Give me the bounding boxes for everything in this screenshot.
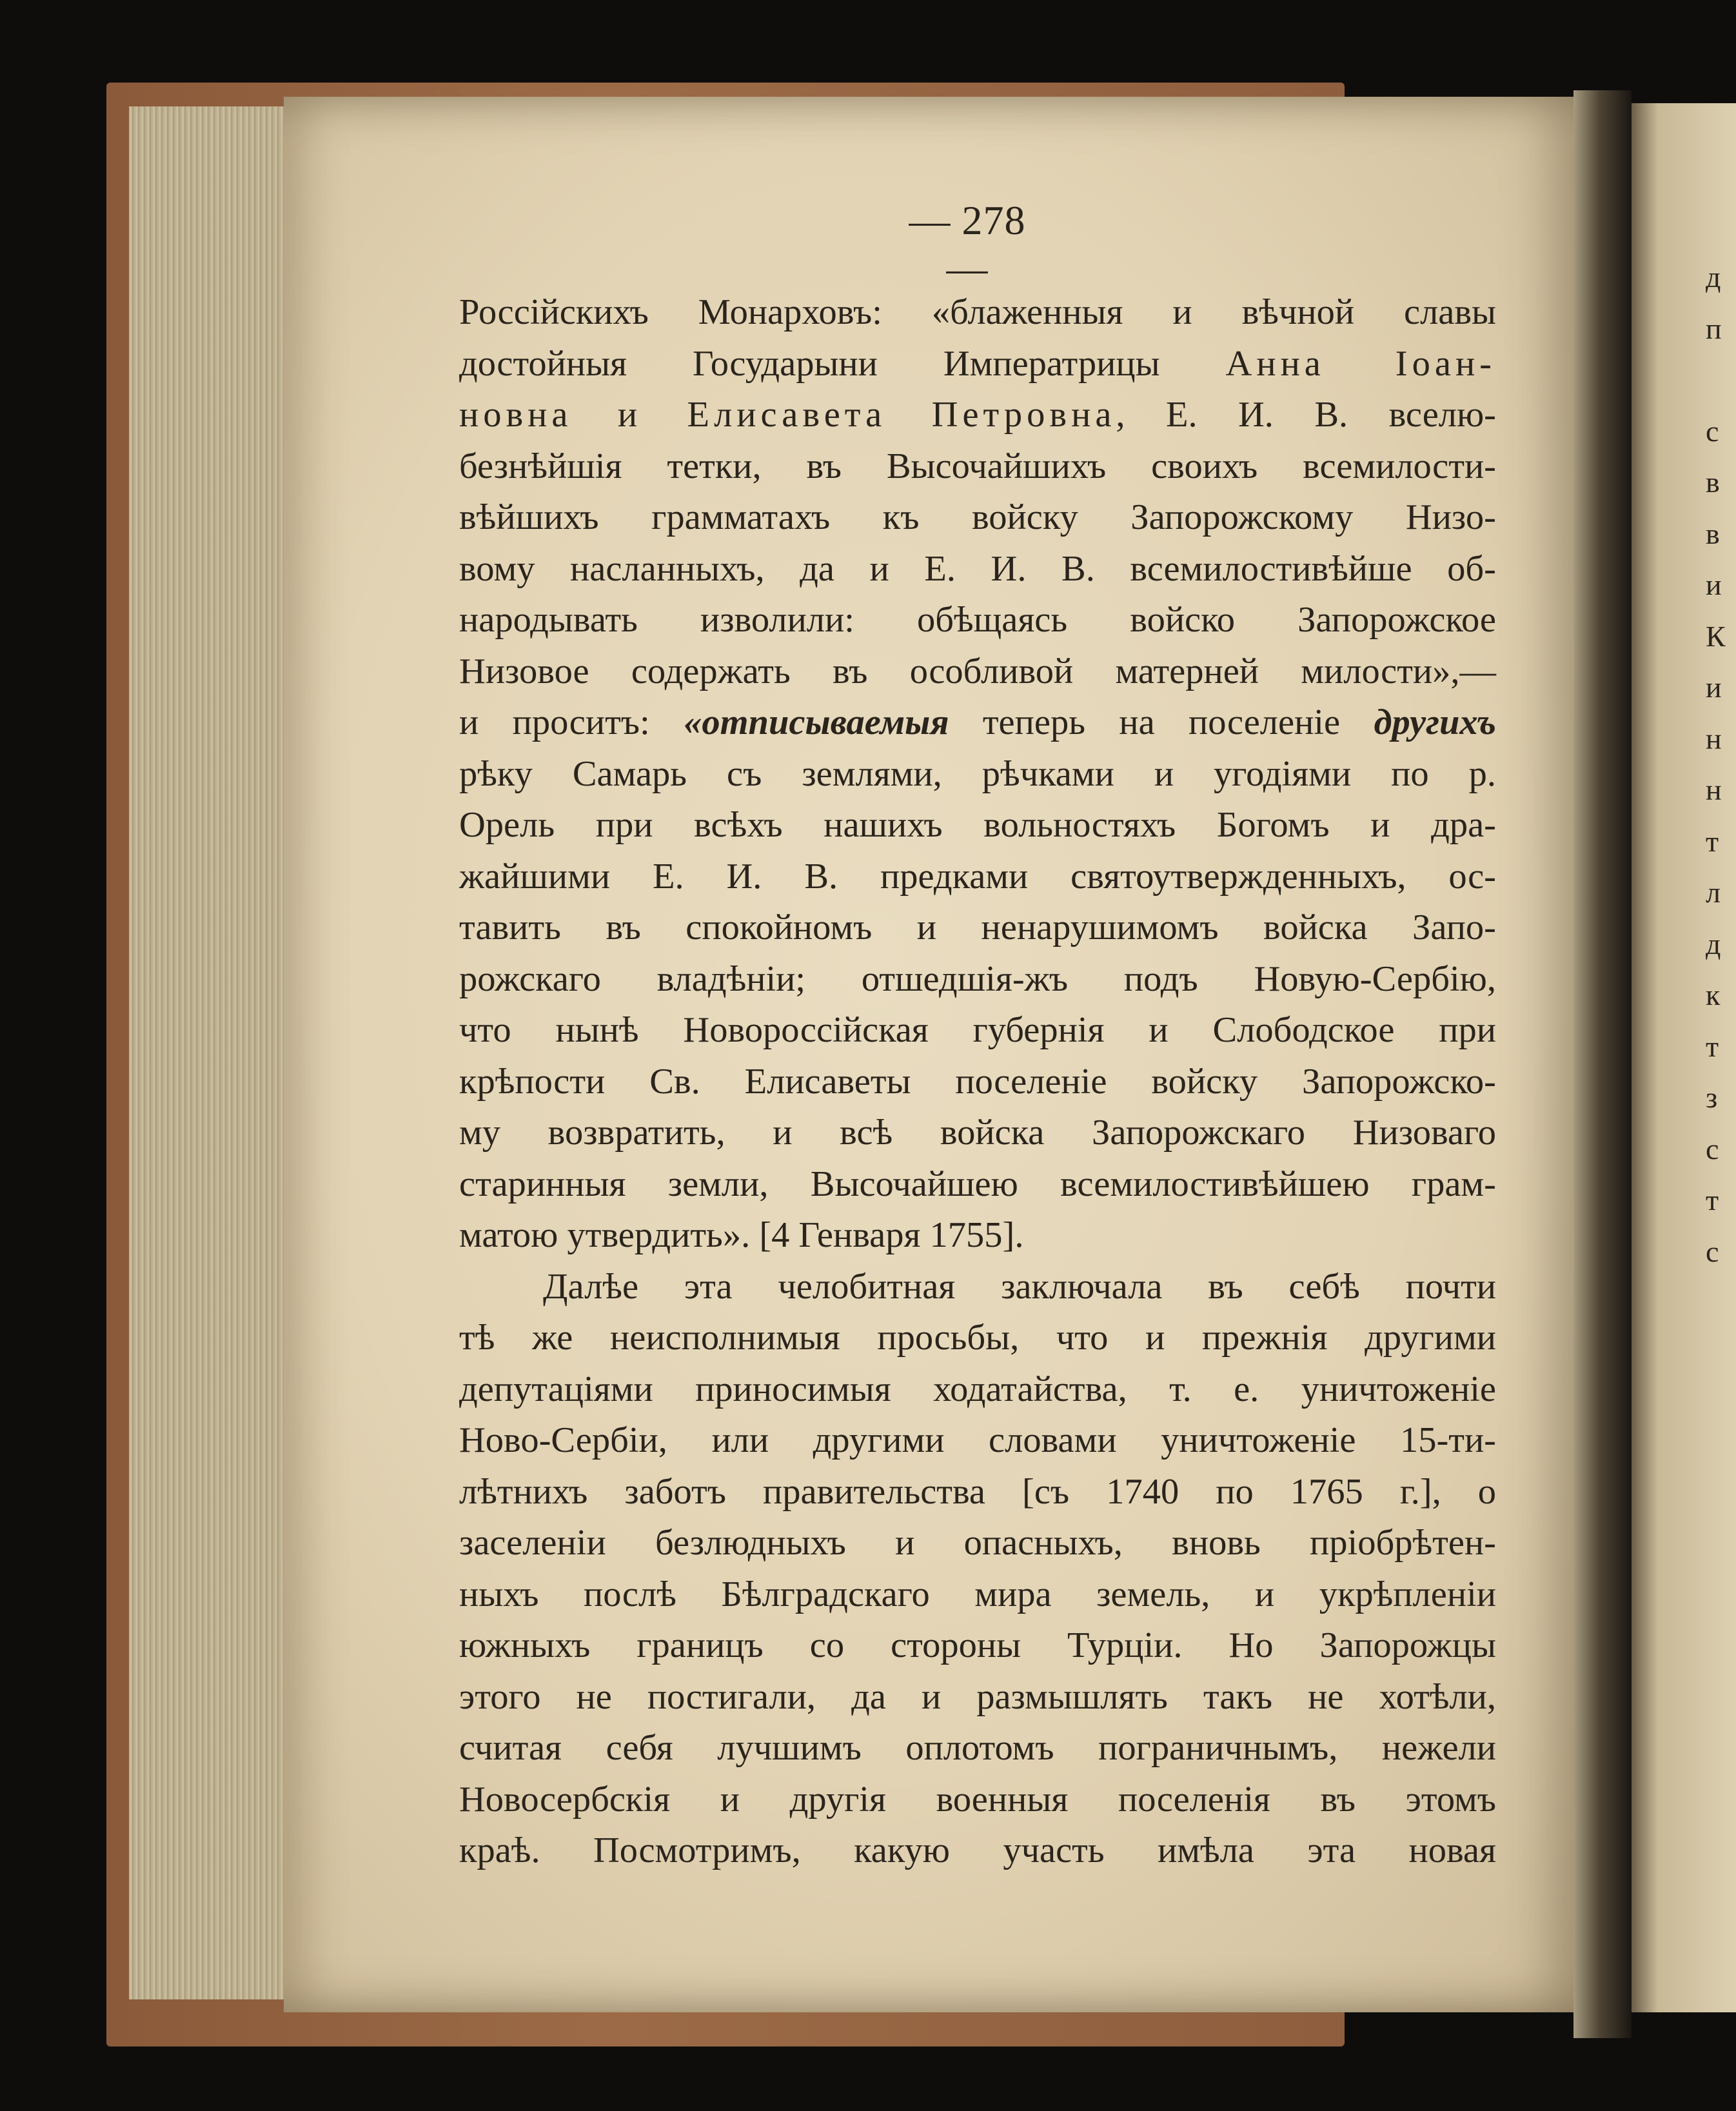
- facing-page-letter: д: [1706, 261, 1721, 293]
- text-line: народывать изволили: обѣщаясь войско Запорожское: [459, 600, 1496, 640]
- text-line: тѣ же неисполнимыя просьбы, что и прежнія другими: [459, 1318, 1496, 1358]
- facing-page-letter: т: [1706, 1029, 1719, 1063]
- text-line: вѣйшихъ грамматахъ къ войску Запорожскому Низо-: [459, 497, 1496, 537]
- text-line: жайшими Е. И. В. предками святоутвержденныхъ, ос-: [459, 856, 1496, 897]
- text-line: депутаціями приносимыя ходатайства, т. е. уничтоженіе: [459, 1369, 1496, 1409]
- facing-page-letter: с: [1706, 1132, 1719, 1165]
- facing-page-letter: п: [1706, 312, 1722, 345]
- facing-page-letter: к: [1706, 978, 1721, 1011]
- text-line: рожскаго владѣніи; отшедшія-жъ подъ Новую-Сербію,: [459, 958, 1496, 999]
- book-gutter: [1573, 90, 1632, 2038]
- facing-page-letter: л: [1706, 876, 1721, 909]
- facing-page-letter: и: [1706, 671, 1722, 704]
- text-line: южныхъ границъ со стороны Турціи. Но Запорожцы: [459, 1625, 1496, 1665]
- text-line: Орель при всѣхъ нашихъ вольностяхъ Богомъ и дра-: [459, 805, 1496, 845]
- text-line: Далѣе эта челобитная заключала въ себѣ почти: [543, 1266, 1496, 1307]
- text-line: рѣку Самарь съ землями, рѣчками и угодіями по р.: [459, 753, 1496, 794]
- text-line: этого не постигали, да и размышлять такъ не хотѣли,: [459, 1676, 1496, 1717]
- text-line: тавить въ спокойномъ и ненарушимомъ войска Запо-: [459, 907, 1496, 947]
- facing-page-letter: т: [1706, 1184, 1719, 1216]
- facing-page-letter: [1706, 354, 1736, 406]
- text-line: вому насланныхъ, да и Е. И. В. всемилостивѣйше об-: [459, 548, 1496, 589]
- text-line: Низовое содержать въ особливой матерней милости»,—: [459, 651, 1496, 691]
- text-line: Новосербскія и другія военныя поселенія въ этомъ: [459, 1779, 1496, 1819]
- facing-page-letter: с: [1706, 414, 1719, 448]
- text-line: что нынѣ Новороссійская губернія и Слободское при: [459, 1010, 1496, 1050]
- facing-page-letter: д: [1706, 927, 1721, 960]
- text-line: му возвратить, и всѣ войска Запорожскаго Низоваго: [459, 1113, 1496, 1153]
- facing-page-letter: т: [1706, 824, 1719, 858]
- facing-page-letter: в: [1706, 466, 1720, 499]
- text-line: достойныя Государыни Императрицы Анна Іоан-: [459, 343, 1496, 384]
- text-line: крѣпости Св. Елисаветы поселеніе войску Запорожско-: [459, 1061, 1496, 1102]
- facing-page-letter: в: [1706, 517, 1720, 550]
- text-line: новна и Елисавета Петровна, Е. И. В. вселю-: [459, 395, 1496, 435]
- facing-page-letter: с: [1706, 1234, 1719, 1268]
- text-line: ныхъ послѣ Бѣлградскаго мира земель, и укрѣпленіи: [459, 1574, 1496, 1614]
- text-line: матою утвердить». [4 Генваря 1755].: [459, 1215, 1024, 1255]
- facing-page-letter: К: [1706, 619, 1726, 653]
- text-line: Россійскихъ Монарховъ: «блаженныя и вѣчной славы: [459, 292, 1496, 332]
- body-text: [459, 287, 1496, 1877]
- text-line: Ново-Сербіи, или другими словами уничтоженіе 15-ти-: [459, 1420, 1496, 1460]
- page-edges: [129, 106, 310, 1999]
- facing-page-fragments: [1706, 252, 1736, 1277]
- facing-page-letter: з: [1706, 1081, 1718, 1114]
- page-number: — 278 —: [909, 197, 1026, 291]
- facing-page-letter: н: [1706, 773, 1722, 806]
- text-line: лѣтнихъ заботъ правительства [съ 1740 по 1765 г.], о: [459, 1471, 1496, 1512]
- text-line: краѣ. Посмотримъ, какую участь имѣла эта новая: [459, 1830, 1496, 1870]
- text-line: и проситъ: «отписываемыя теперь на поселеніе другихъ: [459, 702, 1496, 742]
- facing-page-letter: н: [1706, 722, 1722, 755]
- text-line: безнѣйшія тетки, въ Высочайшихъ своихъ всемилости-: [459, 446, 1496, 486]
- text-line: заселеніи безлюдныхъ и опасныхъ, вновь пріобрѣтен-: [459, 1523, 1496, 1563]
- facing-page-letter: и: [1706, 568, 1722, 601]
- text-line: считая себя лучшимъ оплотомъ пограничнымъ, нежели: [459, 1728, 1496, 1768]
- text-line: старинныя земли, Высочайшею всемилостивѣйшею грам-: [459, 1164, 1496, 1204]
